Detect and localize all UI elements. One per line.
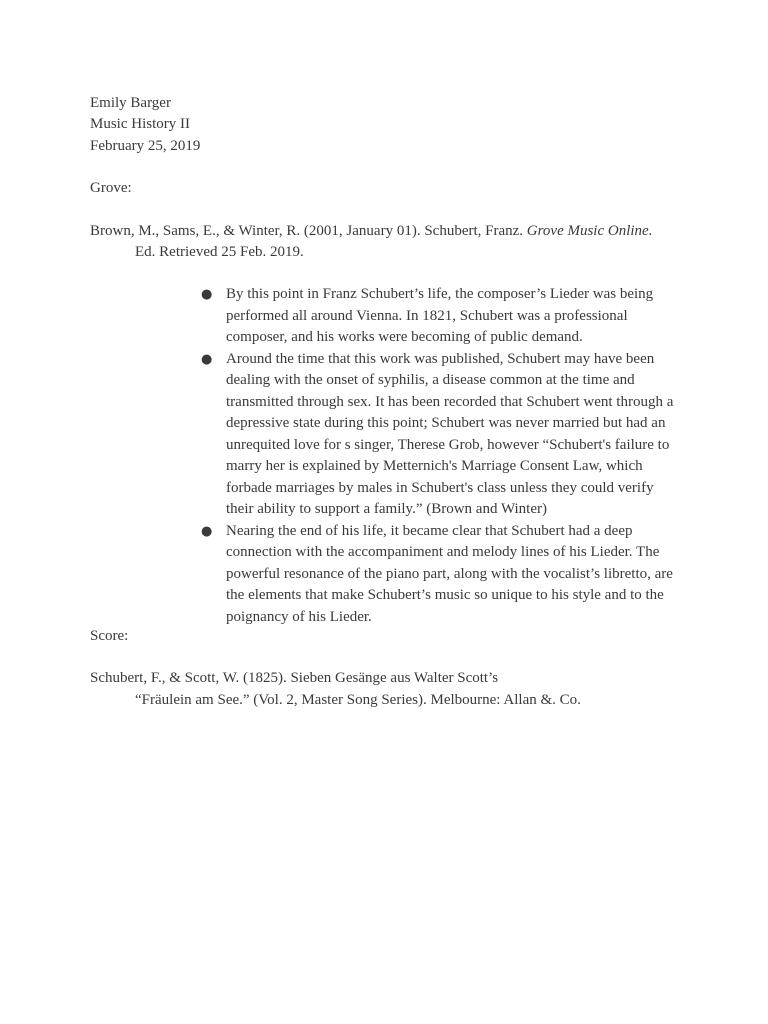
grove-citation-journal: Grove Music Online. — [526, 223, 653, 239]
author-name: Emily Barger — [90, 95, 171, 111]
grove-notes-list — [201, 284, 681, 628]
grove-citation-line1 — [90, 220, 652, 242]
note-text: Nearing the end of his life, it became clear that Schubert had a deep connection with the accompaniment and melody lines of his Lieder. The powerful resonance of the piano part, along with the vocalist’s libretto, are the elements that make Schubert’s music so unique to his style and to the poignancy of his Lieder. — [226, 522, 673, 625]
bullet-icon: ● — [201, 351, 213, 367]
document-date: February 25, 2019 — [90, 138, 201, 154]
list-item — [201, 349, 681, 521]
note-text: By this point in Franz Schubert’s life, the composer’s Lieder was being performed all around Vienna. In 1821, Schubert was a professional composer, and his works were becoming of public demand. — [226, 286, 654, 345]
grove-citation-line2: Ed. Retrieved 25 Feb. 2019. — [135, 244, 304, 260]
score-citation-line1: Schubert, F., & Scott, W. (1825). Sieben Gesänge aus Walter Scott’s — [90, 670, 499, 686]
bullet-icon: ● — [201, 287, 213, 302]
score-heading: Score: — [90, 628, 129, 644]
score-citation-line2: “Fräulein am See.” (Vol. 2, Master Song Series). Melbourne: Allan &. Co. — [135, 692, 581, 708]
note-text: Around the time that this work was published, Schubert may have been dealing with the onset of syphilis, a disease common at the time and transmitted through sex. It has been recorded that Schubert went through a depressive state during this point; Schubert was never married but had an unrequited love for s singer, Therese Grob, however “Schubert's failure to marry her is explained by Metternich's Marriage Consent Law, which forbade marriages by males in Schubert's class unless they could verify their ability to support a family.” (Brown and Winter) — [226, 350, 674, 517]
list-item — [201, 521, 681, 629]
bullet-icon: ● — [201, 523, 213, 539]
grove-citation-text: Brown, M., Sams, E., & Winter, R. (2001, January 01). Schubert, Franz. — [90, 223, 527, 239]
course-name: Music History II — [90, 116, 190, 132]
grove-heading: Grove: — [90, 180, 132, 196]
list-item — [201, 284, 681, 349]
